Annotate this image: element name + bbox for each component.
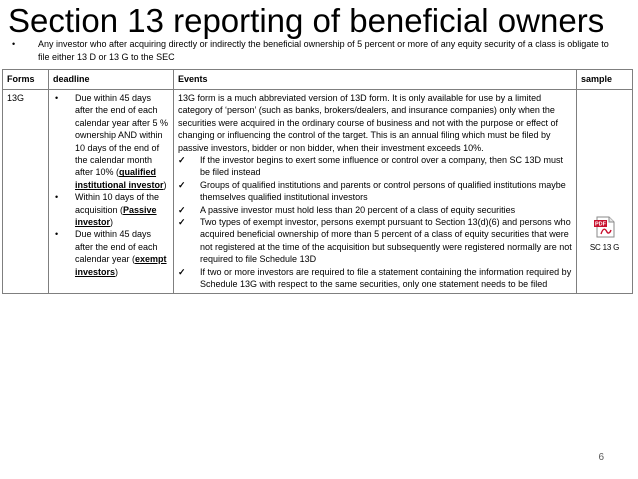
checkmark-icon: ✓ xyxy=(178,266,186,277)
deadline-close: ) xyxy=(110,217,114,228)
sample-cell xyxy=(577,90,633,294)
exempt-investors-term: exempt investors xyxy=(75,254,167,277)
checkmark-icon: ✓ xyxy=(178,155,186,166)
deadline-text: Due within 45 days after the end of each calendar year ( xyxy=(75,229,158,265)
list-item xyxy=(178,266,572,291)
pdf-file-icon[interactable] xyxy=(593,216,617,238)
sample-file-label[interactable]: SC 13 G xyxy=(589,243,620,253)
check-text: If the investor begins to exert some influence or control over a company, then SC 13D must be filed instead xyxy=(200,155,564,178)
intro-bullet xyxy=(12,38,622,64)
header-events: Events xyxy=(174,70,577,90)
header-deadline: deadline xyxy=(49,70,174,90)
check-text: A passive investor must hold less than 20 percent of a class of equity securities xyxy=(200,204,516,215)
table-header-row xyxy=(3,70,633,90)
deadline-item xyxy=(53,92,169,191)
check-text: Groups of qualified institutions and parents or control persons of qualified institutions maybe themselves qualified institutional investors xyxy=(200,179,566,203)
list-item xyxy=(178,216,572,266)
deadline-text: Within 10 days of the acquisition ( xyxy=(75,192,160,215)
header-forms: Forms xyxy=(3,70,49,90)
form-cell: 13G xyxy=(3,90,49,294)
page-number: 6 xyxy=(598,452,604,463)
passive-investor-term: Passive investor xyxy=(75,204,157,228)
list-item xyxy=(178,154,572,179)
events-checklist xyxy=(178,154,572,290)
bullet-marker: • xyxy=(55,229,59,240)
bullet-marker: • xyxy=(55,93,59,103)
checkmark-icon: ✓ xyxy=(178,204,186,215)
deadline-text: Due within 45 days after the end of each calendar year after 5 % ownership AND within 10 days of the end of the calendar month after 10% ( xyxy=(75,93,169,178)
checkmark-icon: ✓ xyxy=(178,179,186,190)
deadline-cell xyxy=(49,90,174,294)
header-sample: sample xyxy=(577,70,633,90)
checkmark-icon: ✓ xyxy=(178,217,186,228)
slide-title: Section 13 reporting of beneficial owners xyxy=(8,2,605,39)
deadline-item xyxy=(53,191,169,228)
qualified-institutional-investor-term: qualified institutional investor xyxy=(75,167,164,190)
bullet-marker: • xyxy=(55,192,59,203)
deadline-list xyxy=(53,92,169,278)
table-row xyxy=(3,90,633,294)
events-cell xyxy=(174,90,577,294)
pdf-badge: PDF xyxy=(594,221,606,228)
check-text: Two types of exempt investor, persons exempt pursuant to Section 13(d)(6) and persons who acquired beneficial ownership of more than 5 percent of a class of equity securities that were not registered at the time of the acquisition but subsequently were registered normally are not required to file Schedule 13D xyxy=(200,217,572,265)
check-text: If two or more investors are required to file a statement containing the information required by Schedule 13G with respect to the same securities, only one statement needs to be filed xyxy=(200,266,572,290)
intro-text: Any investor who after acquiring directly or indirectly the beneficial ownership of 5 percent or more of any equity security of a class is obligate to file either 13 D or 13 G to the SEC xyxy=(38,39,609,62)
reporting-table xyxy=(2,69,633,294)
bullet-marker: • xyxy=(12,39,16,49)
list-item xyxy=(178,204,572,216)
deadline-close: ) xyxy=(115,266,119,277)
deadline-item xyxy=(53,228,169,278)
events-paragraph: 13G form is a much abbreviated version of 13D form. It is only available for use by a limited category of ‘person’ (such as banks, brokers/dealers, and insurance companies) only when the securities were acquired in the ordinary course of business and not with the purpose or effect of changing or influencing the control of the target. This is an annual filing which must be filed by passive investors, bidder or non bidder, when their investment exceeds 10%. xyxy=(178,93,559,153)
sample-attachment[interactable] xyxy=(581,92,628,255)
deadline-close: ) xyxy=(163,179,167,190)
list-item xyxy=(178,179,572,204)
